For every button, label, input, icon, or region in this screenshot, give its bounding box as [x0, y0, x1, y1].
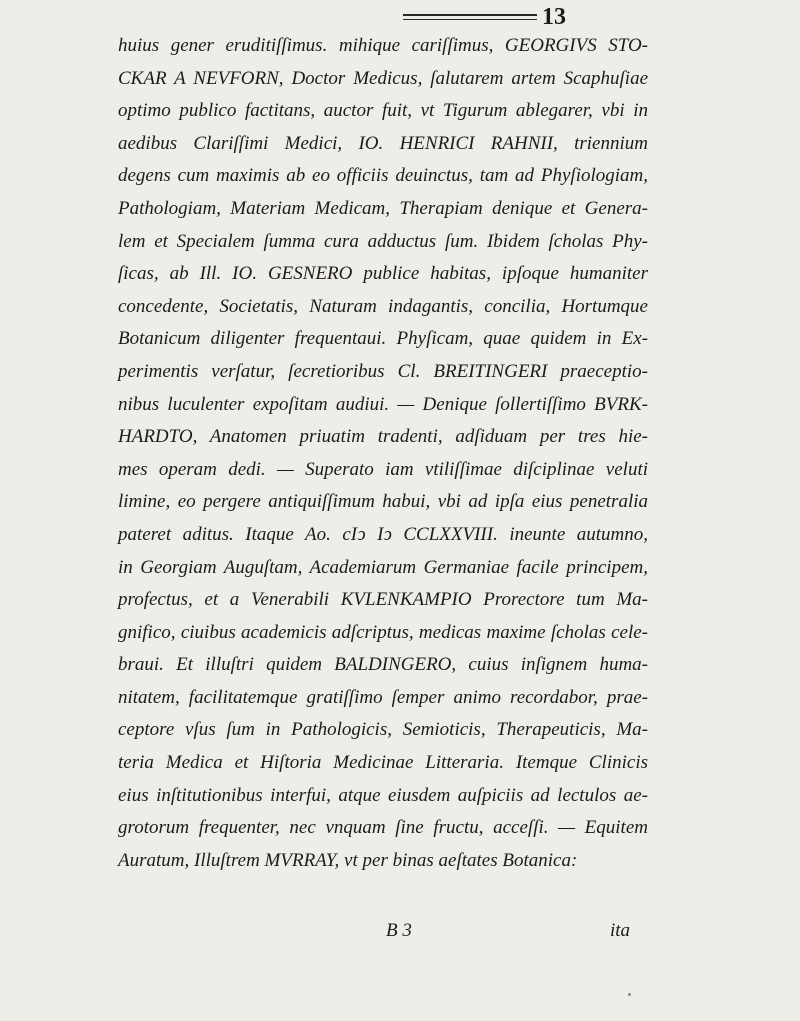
text-line	[118, 226, 648, 259]
line-text: nitatem, facilitatemque gratiſſimo ſemper animo recordabor, prae-	[118, 686, 648, 708]
line-text: profectus, et a Venerabili KVLENKAMPIO Prorectore tum Ma-	[118, 589, 648, 611]
text-line	[118, 193, 648, 226]
line-text: limine, eo pergere antiquiſſimum habui, vbi ad ipſa eius penetralia	[118, 491, 648, 513]
text-line	[118, 95, 648, 128]
text-line	[118, 454, 648, 487]
text-line	[118, 519, 648, 552]
line-text: grotorum frequenter, nec vnquam ſine fructu, acceſſi. — Equitem	[118, 817, 648, 839]
text-line	[118, 682, 648, 715]
text-line	[118, 552, 648, 585]
line-text: lem et Specialem ſumma cura adductus ſum. Ibidem ſcholas Phy-	[118, 230, 648, 252]
line-text: pateret aditus. Itaque Ao. cIↄ Iↄ CCLXXVIII. ineunte autumno,	[118, 523, 648, 545]
text-line	[118, 389, 648, 422]
line-text: mes operam dedi. — Superato iam vtiliſſimae diſciplinae veluti	[118, 458, 648, 480]
body-text	[118, 30, 648, 877]
head-rule-thin	[403, 19, 537, 20]
text-line	[118, 812, 648, 845]
line-text: degens cum maximis ab eo officiis deuinctus, tam ad Phyſiologiam,	[118, 165, 648, 187]
text-line	[118, 356, 648, 389]
line-text: ceptore vſus ſum in Pathologicis, Semioticis, Therapeuticis, Ma-	[118, 719, 648, 741]
line-text: eius inſtitutionibus interfui, atque eiusdem auſpiciis ad lectulos ae-	[118, 784, 648, 806]
text-line	[118, 747, 648, 780]
head-rule	[403, 14, 537, 16]
line-text: teria Medica et Hiſtoria Medicinae Litteraria. Itemque Clinicis	[118, 752, 648, 774]
signature-mark: B 3	[386, 920, 412, 941]
line-text: braui. Et illuſtri quidem BALDINGERO, cuius inſignem huma-	[118, 654, 648, 676]
text-line	[118, 486, 648, 519]
text-line	[118, 128, 648, 161]
text-line	[118, 160, 648, 193]
text-line	[118, 714, 648, 747]
page-number: 13	[542, 4, 566, 30]
text-line	[118, 649, 648, 682]
text-line	[118, 421, 648, 454]
catchword: ita	[610, 920, 631, 941]
text-line	[118, 258, 648, 291]
line-text: in Georgiam Auguſtam, Academiarum Germaniae facile principem,	[118, 556, 648, 578]
line-text: aedibus Clariſſimi Medici, IO. HENRICI RAHNII, triennium	[118, 132, 648, 154]
line-text: HARDTO, Anatomen priuatim tradenti, adſiduam per tres hie-	[118, 426, 648, 448]
line-text: perimentis verſatur, ſecretioribus Cl. BREITINGERI praeceptio-	[118, 360, 648, 382]
text-line	[118, 291, 648, 324]
text-line	[118, 30, 648, 63]
line-text: CKAR A NEVFORN, Doctor Medicus, ſalutarem artem Scaphuſiae	[118, 67, 648, 89]
text-line	[118, 323, 648, 356]
text-line	[118, 617, 648, 650]
line-text: nibus luculenter expoſitam audiui. — Denique ſollertiſſimo BVRK-	[118, 393, 648, 415]
text-line	[118, 63, 648, 96]
text-line	[118, 845, 648, 878]
line-text: gnifico, ciuibus academicis adſcriptus, medicas maxime ſcholas cele-	[118, 621, 648, 643]
line-text: ſicas, ab Ill. IO. GESNERO publice habitas, ipſoque humaniter	[118, 263, 648, 285]
line-text: huius gener eruditiſſimus. mihique cariſſimus, GEORGIVS STO-	[118, 35, 648, 56]
page-footer	[0, 920, 800, 960]
paper-speck	[628, 993, 631, 996]
text-line	[118, 780, 648, 813]
line-text: Botanicum diligenter frequentaui. Phyſicam, quae quidem in Ex-	[118, 328, 648, 350]
line-text: optimo publico factitans, auctor fuit, vt Tigurum ablegarer, vbi in	[118, 100, 648, 122]
text-line	[118, 584, 648, 617]
line-text: concedente, Societatis, Naturam indagantis, concilia, Hortumque	[118, 295, 648, 317]
line-text: Auratum, Illuſtrem MVRRAY, vt per binas aeſtates Botanica:	[118, 849, 578, 871]
line-text: Pathologiam, Materiam Medicam, Therapiam denique et Genera-	[118, 197, 648, 219]
